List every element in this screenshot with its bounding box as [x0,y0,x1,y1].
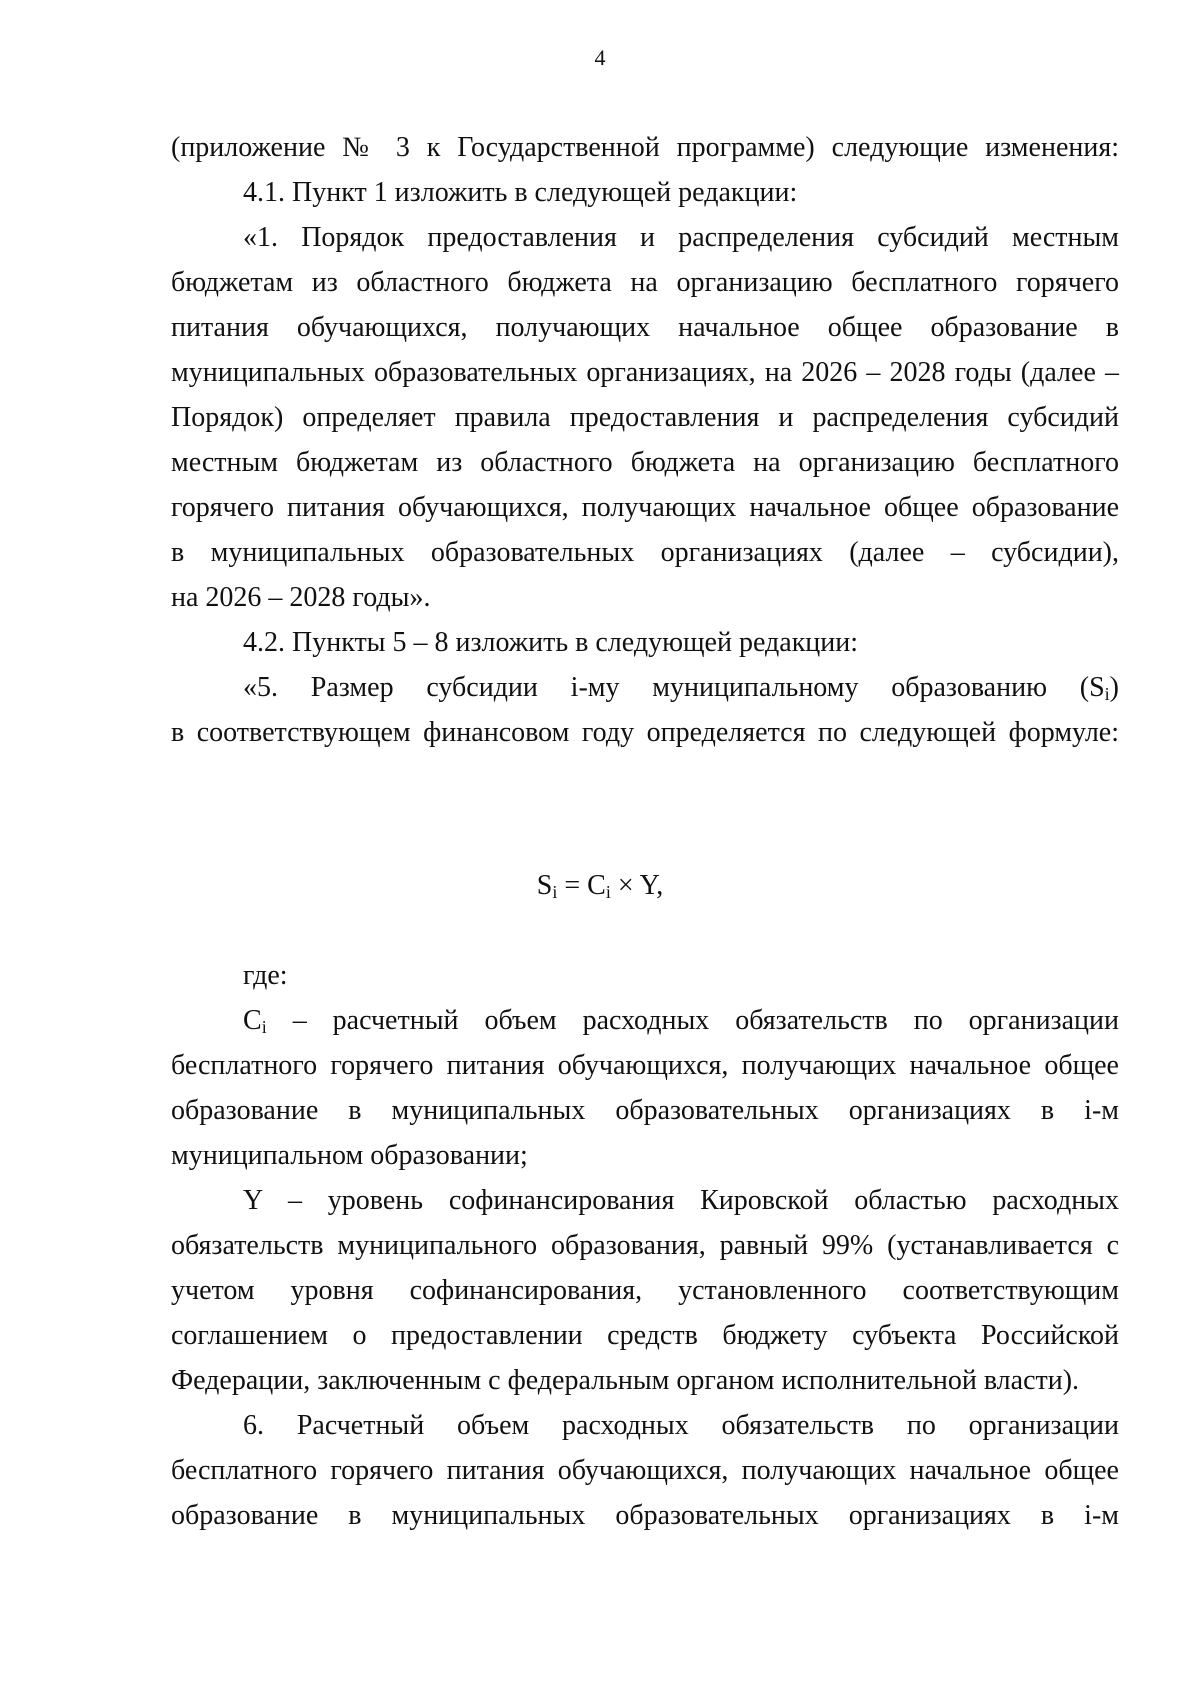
text-line: местным бюджетам из областного бюджета на организацию бесплатного [171,447,1119,478]
text-line: бесплатного горячего питания обучающихся, получающих начальное общее [171,1050,1119,1081]
text-line: 6. Расчетный объем расходных обязательств по организации [243,1410,1119,1441]
ci-symbol: C [243,1005,262,1036]
page-number: 4 [594,45,606,70]
text-line: в муниципальных образовательных организациях (далее – субсидии), [171,537,1119,568]
text-line-with-subscript [171,670,1119,706]
subscript: i [261,1017,267,1037]
text-line: на 2026 – 2028 годы». [171,582,431,613]
text-line: питания обучающихся, получающих начальное общее образование в [171,312,1119,343]
text-line: Y – уровень софинансирования Кировской областью расходных [243,1185,1119,1216]
text-line: 4.1. Пункт 1 изложить в следующей редакции: [243,177,798,208]
text-line: Порядок) определяет правила предоставления и распределения субсидий [171,402,1119,433]
text-line: бесплатного горячего питания обучающихся, получающих начальное общее [171,1455,1119,1486]
text-line: Федерации, заключенным с федеральным органом исполнительной власти). [171,1365,1080,1396]
text-line: образование в муниципальных образовательных организациях в i-м [171,1095,1119,1126]
text-line: соглашением о предоставлении средств бюджету субъекта Российской [171,1320,1119,1351]
text-line-with-subscript [171,1003,1119,1039]
text-line: в соответствующем финансовом году определяется по следующей формуле: [171,717,1119,748]
subscript: i [1104,684,1110,704]
text-line: где: [243,960,288,991]
subscript: i [605,882,611,902]
text-fragment: «5. Размер субсидии i-му муниципальному образованию (S [243,672,1105,703]
text-line: обязательств муниципального образования, равный 99% (устанавливается с [171,1230,1119,1261]
text-line: горячего питания обучающихся, получающих начальное общее образование [171,492,1119,523]
text-line: учетом уровня софинансирования, установленного соответствующим [171,1275,1119,1306]
text-line: «1. Порядок предоставления и распределения субсидий местным [243,222,1119,253]
text-fragment: – расчетный объем расходных обязательств по организации [292,1005,1119,1036]
subscript: i [552,882,558,902]
formula-rest: × Y, [610,870,664,901]
formula-eq: = [557,870,588,901]
formula-s: S [536,870,553,901]
text-line: образование в муниципальных образовательных организациях в i-м [171,1500,1119,1531]
text-line: муниципальном образовании; [171,1140,528,1171]
formula [0,868,1200,904]
text-fragment: ) [1109,672,1119,703]
text-line: 4.2. Пункты 5 – 8 изложить в следующей редакции: [243,627,859,658]
formula-c: C [587,870,606,901]
text-line: бюджетам из областного бюджета на организацию бесплатного горячего [171,267,1119,298]
text-line: (приложение № 3 к Государственной программе) следующие изменения: [171,132,1119,163]
text-line: муниципальных образовательных организациях, на 2026 – 2028 годы (далее – [171,357,1119,388]
